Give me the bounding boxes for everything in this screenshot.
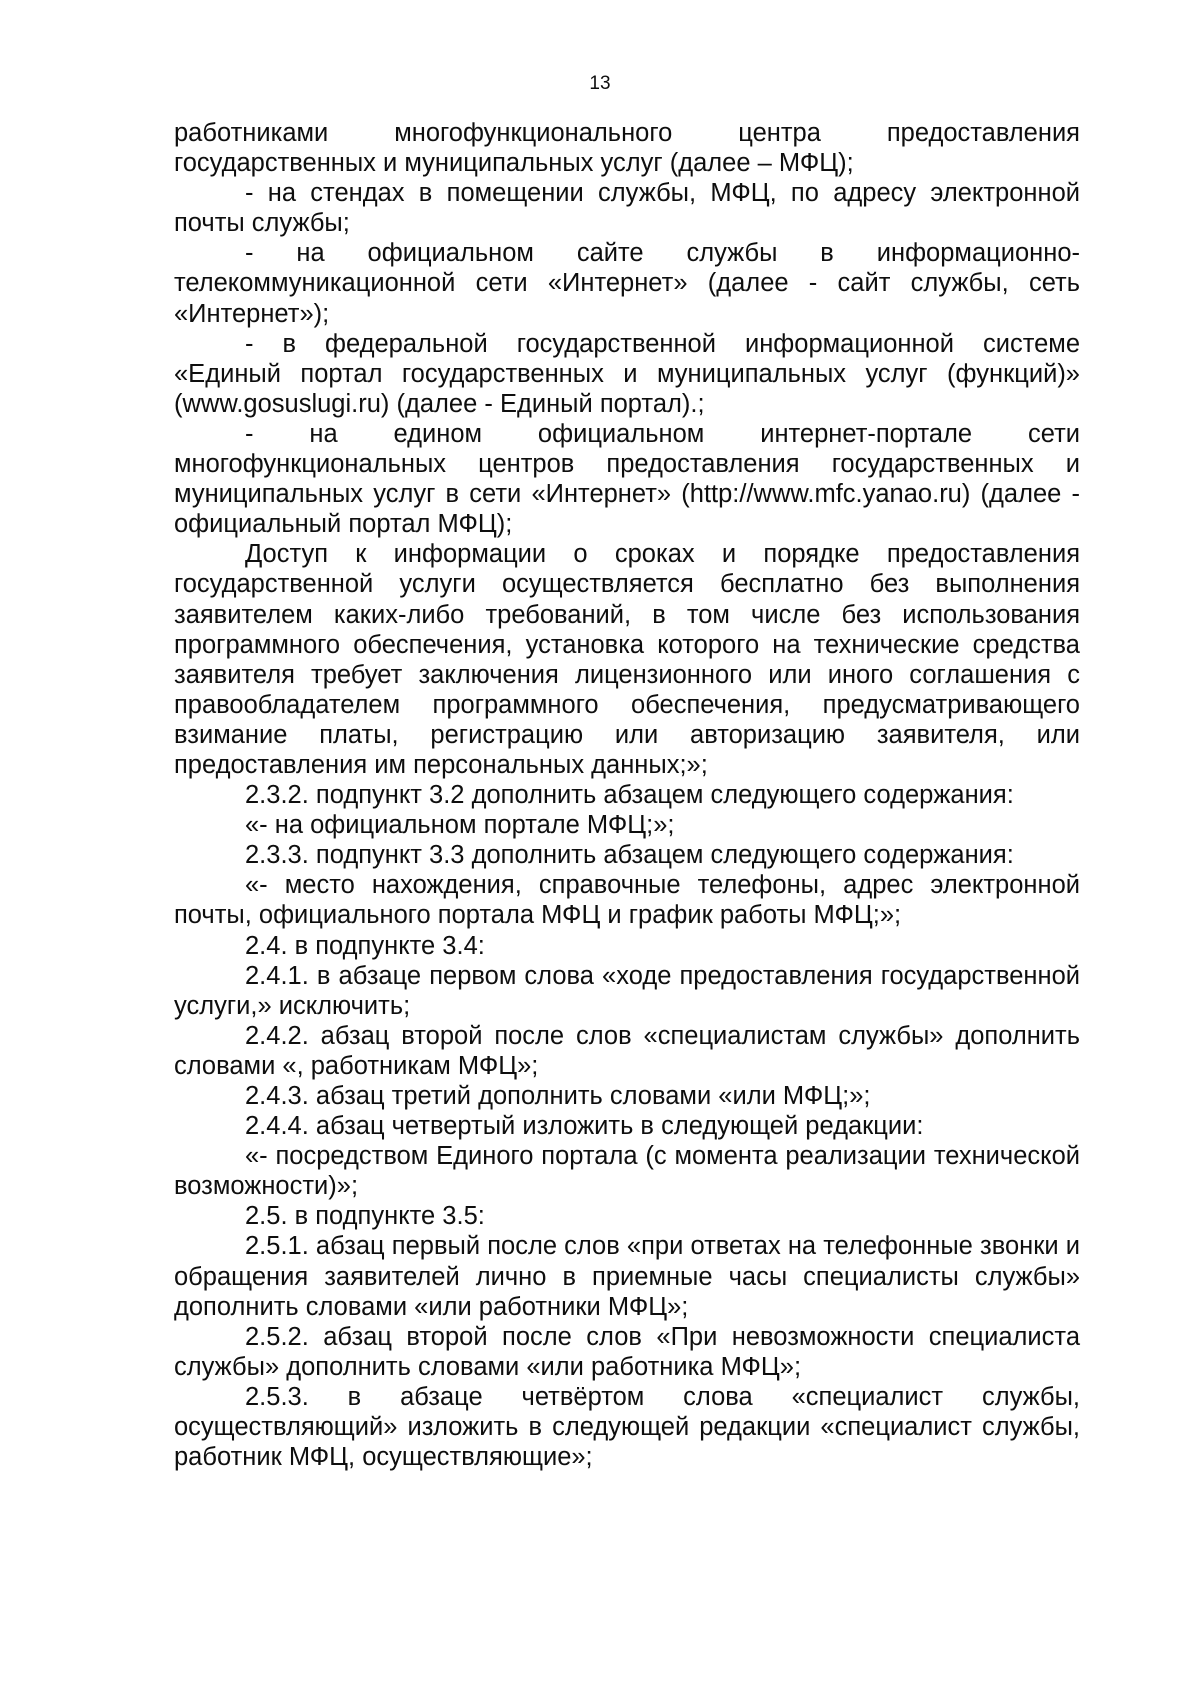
paragraph: 2.5.2. абзац второй после слов «При невозможности специалиста службы» дополнить словами «или работника МФЦ»;: [174, 1322, 1080, 1381]
paragraph: 2.5.1. абзац первый после слов «при ответах на телефонные звонки и обращения заявителей лично в приемные часы специалисты службы» дополнить словами «или работники МФЦ»;: [174, 1232, 1080, 1321]
paragraph: «- посредством Единого портала (с момента реализации технической возможности)»;: [174, 1142, 1080, 1201]
page-number: 13: [589, 73, 611, 94]
paragraph: 2.4.2. абзац второй после слов «специалистам службы» дополнить словами «, работникам МФЦ»;: [174, 1021, 1080, 1080]
paragraph: - на стендах в помещении службы, МФЦ, по адресу электронной почты службы;: [174, 179, 1080, 238]
paragraph: 2.4.3. абзац третий дополнить словами «или МФЦ;»;: [245, 1082, 871, 1110]
paragraph: 2.4.4. абзац четвертый изложить в следующей редакции:: [245, 1112, 924, 1141]
paragraph: - в федеральной государственной информационной системе «Единый портал государственных и муниципальных услуг (функций)» (www.gosuslugi.ru) (далее - Единый портал).;: [174, 329, 1080, 418]
paragraph: 2.4. в подпункте 3.4:: [245, 931, 485, 960]
paragraph: 2.5. в подпункте 3.5:: [245, 1202, 485, 1231]
paragraph: «- на официальном портале МФЦ;»;: [245, 811, 675, 840]
document-body: [174, 118, 1080, 1472]
paragraph: работниками многофункционального центра предоставления государственных и муниципальных услуг (далее – МФЦ);: [174, 119, 1080, 178]
paragraph: «- место нахождения, справочные телефоны, адрес электронной почты, официального портала МФЦ и график работы МФЦ;»;: [174, 871, 1080, 930]
paragraph: Доступ к информации о сроках и порядке предоставления государственной услуги осуществляется бесплатно без выполнения заявителем каких-либо требований, в том числе без использования программного обеспечения, установка которого на технические средства заявителя требует заключения лицензионного или иного соглашения с правообладателем программного обеспечения, предусматривающего взимание платы, регистрацию или авторизацию заявителя, или предоставления им персональных данных;»;: [174, 540, 1080, 779]
paragraph: 2.4.1. в абзаце первом слова «ходе предоставления государственной услуги,» исключить;: [174, 961, 1080, 1020]
paragraph: - на едином официальном интернет-портале сети многофункциональных центров предоставления государственных и муниципальных услуг в сети «Интернет» (http://www.mfc.yanao.ru) (далее - официальный портал МФЦ);: [174, 419, 1080, 539]
paragraph: 2.5.3. в абзаце четвёртом слова «специалист службы, осуществляющий» изложить в следующей редакции «специалист службы, работник МФЦ, осуществляющие»;: [174, 1382, 1080, 1472]
paragraph: - на официальном сайте службы в информационно-телекоммуникационной сети «Интернет» (далее - сайт службы, сеть «Интернет»);: [174, 239, 1080, 328]
paragraph: 2.3.2. подпункт 3.2 дополнить абзацем следующего содержания:: [245, 781, 1014, 810]
paragraph: 2.3.3. подпункт 3.3 дополнить абзацем следующего содержания:: [245, 841, 1014, 870]
